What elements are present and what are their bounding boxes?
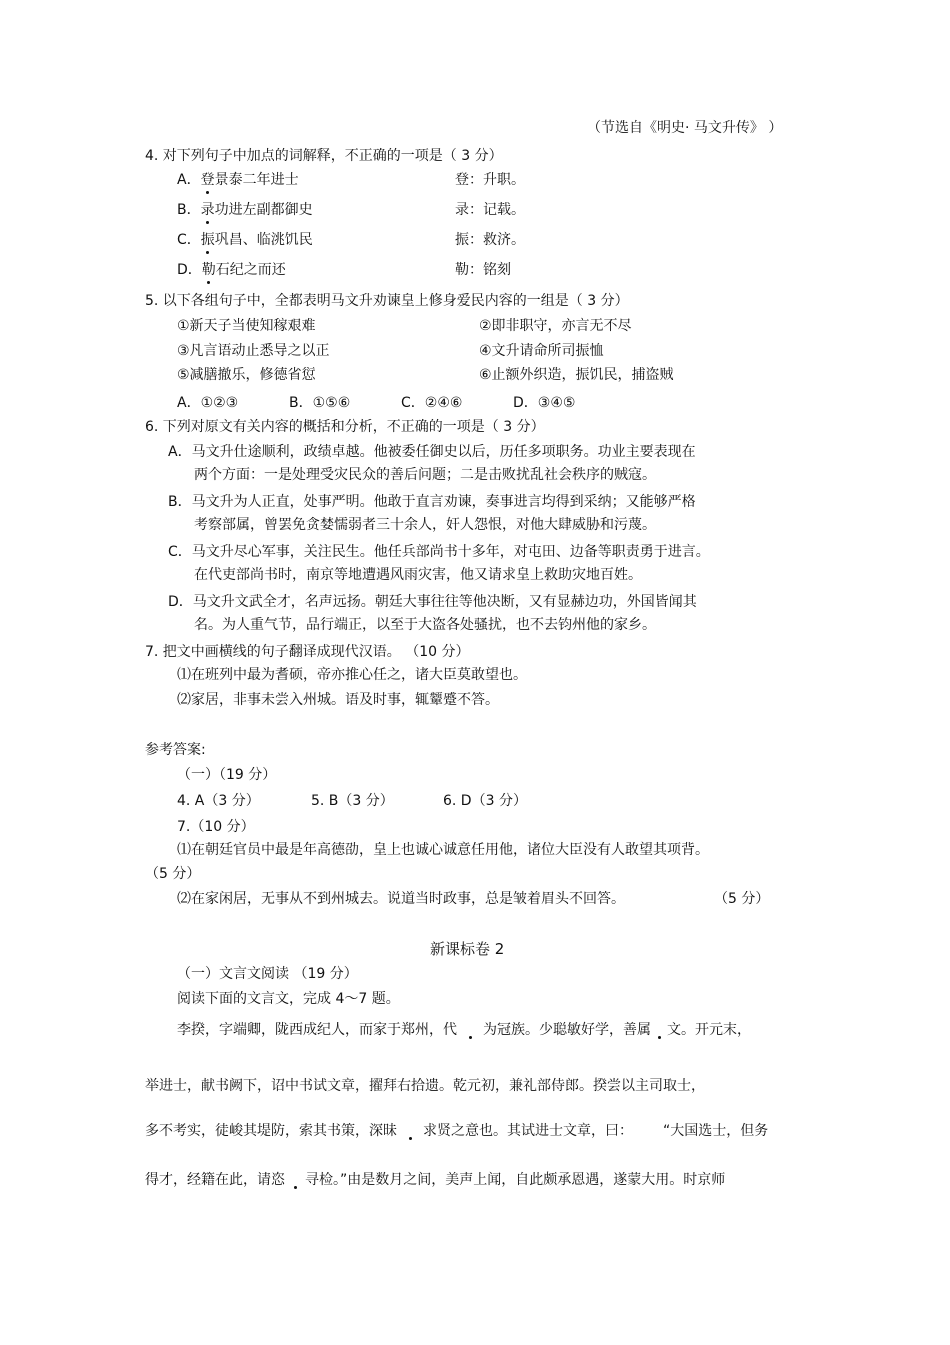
q4-gloss-d: 勒：铭刻 bbox=[455, 262, 511, 278]
q5-choice-c: C．②④⑥ bbox=[401, 395, 463, 411]
q7-sentence-1: ⑴在班列中最为耆硕，帝亦推心任之，诸大臣莫敢望也。 bbox=[177, 667, 527, 683]
q6-option-b-line1: B．马文升为人正直，处事严明。他敢于直言劝谏，奏事进言均得到采纳；又能够严格 bbox=[168, 494, 696, 510]
passage-line-2: 举进士，献书阙下，诏中书试文章，擢拜右拾遗。乾元初，兼礼部侍郎。揆尝以主司取士， bbox=[145, 1078, 705, 1094]
question-4-stem: 4. 对下列句子中加点的词解释，不正确的一项是（ 3 分） bbox=[145, 148, 503, 164]
dotted-word: 录 bbox=[200, 202, 215, 218]
passage-line-3: 多不考实，徒峻其堤防，索其书策，深昧 求贤之意也。其试进士文章，曰： “大国选士，但务 bbox=[145, 1123, 769, 1139]
answer-5: 5. B（3 分） bbox=[311, 793, 394, 809]
q5-item-3: ③凡言语动止悉导之以正 bbox=[177, 343, 330, 359]
q7-sentence-2: ⑵家居，非事未尝入州城。语及时事，辄颦蹙不答。 bbox=[177, 692, 499, 708]
answer-6: 6. D（3 分） bbox=[443, 793, 527, 809]
answer-7: 7.（10 分） bbox=[177, 819, 255, 835]
question-6-stem: 6. 下列对原文有关内容的概括和分析，不正确的一项是（ 3 分） bbox=[145, 419, 545, 435]
q5-item-1: ①新天子当使知稼艰难 bbox=[177, 318, 316, 334]
q4-option-c: C．振巩昌、临洮饥民 bbox=[177, 232, 313, 248]
q4-gloss-b: 录：记载。 bbox=[455, 202, 525, 218]
dotted-word: 振 bbox=[200, 232, 215, 248]
answers-heading: 参考答案: bbox=[145, 742, 206, 758]
paper2-title: 新课标卷 2 bbox=[430, 940, 505, 958]
dotted-word: 登 bbox=[200, 172, 215, 188]
q5-choice-a: A．①②③ bbox=[177, 395, 239, 411]
q5-item-6: ⑥止额外织造，振饥民，捕盗贼 bbox=[479, 367, 674, 383]
q6-option-c-line2: 在代吏部尚书时，南京等地遭遇风雨灾害，他又请求皇上救助灾地百姓。 bbox=[194, 567, 642, 583]
question-7-stem: 7. 把文中画横线的句子翻译成现代汉语。 （10 分） bbox=[145, 644, 470, 660]
q5-item-5: ⑤减膳撤乐，修德省愆 bbox=[177, 367, 316, 383]
q4-gloss-a: 登：升职。 bbox=[455, 172, 525, 188]
passage-line-1: 李揆，字端卿，陇西成纪人，而家于郑州，代 为冠族。少聪敏好学，善属 文。开元末， bbox=[177, 1022, 751, 1038]
q6-option-a-line2: 两个方面：一是处理受灾民众的善后问题；二是击败扰乱社会秩序的贼寇。 bbox=[194, 467, 656, 483]
answers-section: （一）（19 分） bbox=[177, 767, 277, 783]
q6-option-a-line1: A．马文升仕途顺利，政绩卓越。他被委任御史以后，历任多项职务。功业主要表现在 bbox=[168, 444, 696, 460]
q6-option-d-line2: 名。为人重气节，品行端正，以至于大盗各处骚扰，也不去钧州他的家乡。 bbox=[194, 617, 656, 633]
q6-option-d-line1: D．马文升文武全才，名声远扬。朝廷大事往往等他决断，又有显赫边功，外国皆闻其 bbox=[168, 594, 697, 610]
q4-option-b: B．录功进左副都御史 bbox=[177, 202, 313, 218]
question-5-stem: 5. 以下各组句子中，全都表明马文升劝谏皇上修身爱民内容的一组是（ 3 分） bbox=[145, 293, 629, 309]
q6-option-b-line2: 考察部属，曾罢免贪婪懦弱者三十余人，奸人怨恨，对他大肆威胁和污蔑。 bbox=[194, 517, 656, 533]
q5-choice-d: D．③④⑤ bbox=[513, 395, 576, 411]
dotted-word: 勒 bbox=[201, 262, 216, 278]
q4-gloss-c: 振：救济。 bbox=[455, 232, 525, 248]
q5-item-4: ④文升请命所司振恤 bbox=[479, 343, 604, 359]
translation-2-score: （5 分） bbox=[714, 891, 770, 907]
translation-1: ⑴在朝廷官员中最是年高德劭，皇上也诚心诚意任用他，诸位大臣没有人敢望其项背。 bbox=[177, 842, 709, 858]
q4-option-d: D．勒石纪之而还 bbox=[177, 262, 286, 278]
translation-1-score: （5 分） bbox=[145, 866, 201, 882]
passage-line-4: 得才，经籍在此，请恣 寻检。”由是数月之间，美声上闻，自此颇承恩遇，遂蒙大用。时京师 bbox=[145, 1172, 726, 1188]
q5-item-2: ②即非职守，亦言无不尽 bbox=[479, 318, 632, 334]
translation-2: ⑵在家闲居，无事从不到州城去。说道当时政事，总是皱着眉头不回答。 bbox=[177, 891, 625, 907]
q5-choice-b: B．①⑤⑥ bbox=[289, 395, 351, 411]
paper2-instruction: 阅读下面的文言文，完成 4～7 题。 bbox=[177, 991, 400, 1007]
q4-option-a: A．登景泰二年进士 bbox=[177, 172, 299, 188]
paper2-section: （一）文言文阅读 （19 分） bbox=[177, 966, 358, 982]
q6-option-c-line1: C．马文升尽心军事，关注民生。他任兵部尚书十多年，对屯田、边备等职责勇于进言。 bbox=[168, 544, 710, 560]
source-note: （节选自《明史· 马文升传》 ） bbox=[587, 120, 783, 136]
answer-4: 4. A（3 分） bbox=[177, 793, 260, 809]
